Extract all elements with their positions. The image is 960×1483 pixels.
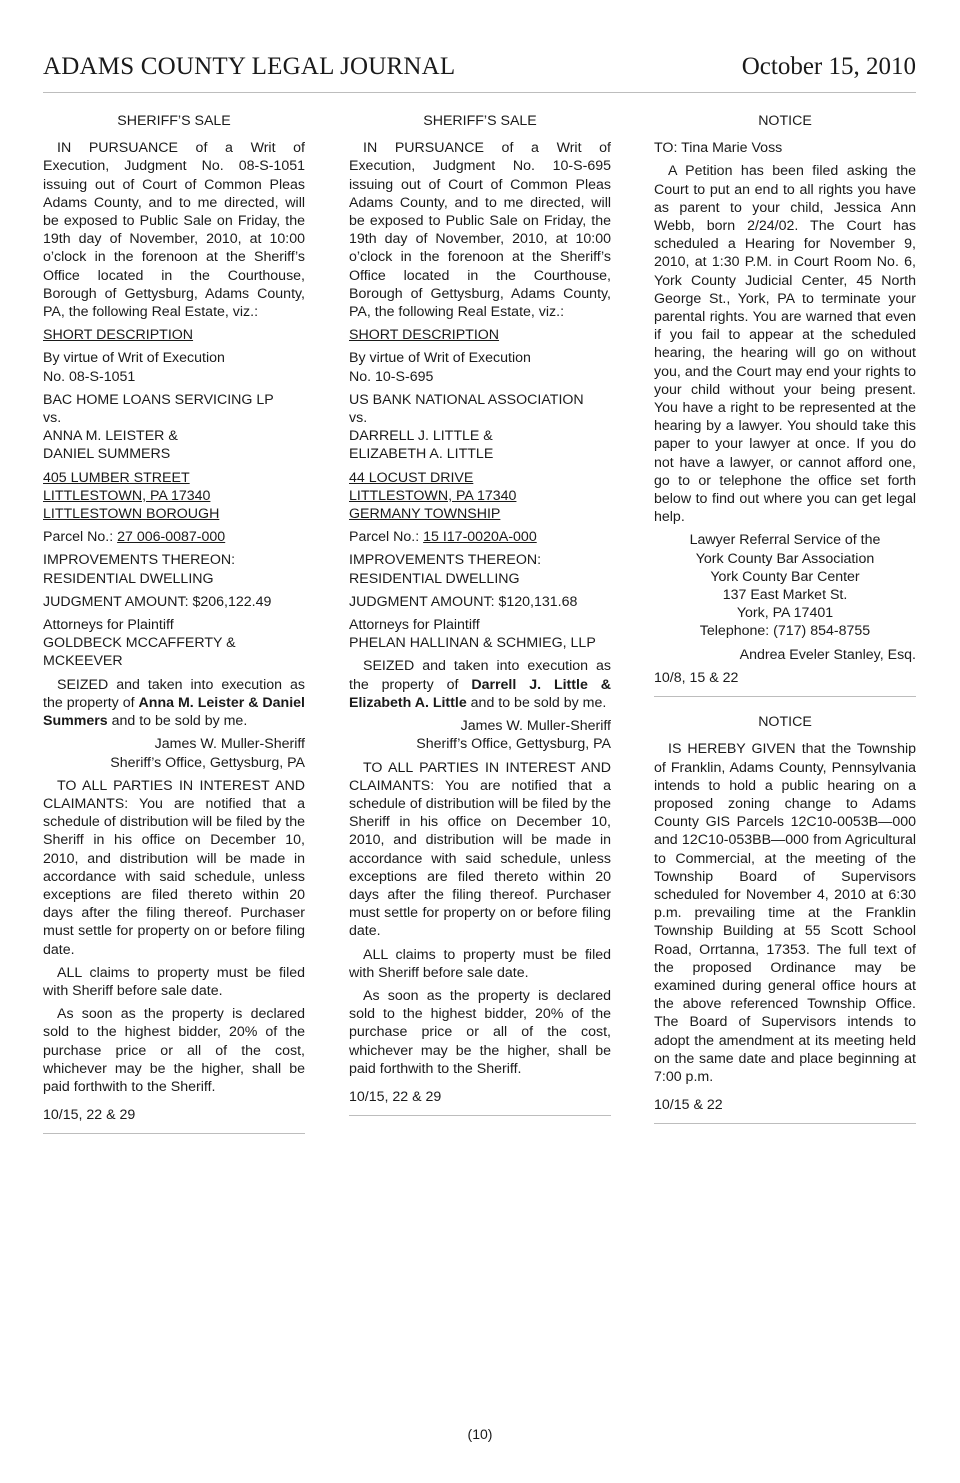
petition-text: A Petition has been filed asking the Court to put an end to all rights you have as parent to your child, Jessica Ann Webb, born 2/24/02. The Court has scheduled a Hearing for November 9, 2010, at 1:30 P.M. in Court Room No. 6, York County Judicial Center, 45 North George St., York, PA to terminate your parental rights. You are warned that even if you fail to appear at the scheduled hearing, the hearing will go on without you, and the Court may end your rights to your child without your being present. You have a right to be represented at the hearing by a lawyer. You should take this paper to your lawyer at once. If you do not have a lawyer, or cannot afford one, go to or telephone the office set forth below to find out where you can get legal help. [654, 163, 916, 526]
publication-dates: 10/15 & 22 [654, 1097, 723, 1114]
judgment-amount: JUDGMENT AMOUNT: $206,122.49 [43, 593, 272, 610]
divider [654, 696, 916, 697]
writ-block: By virtue of Writ of Execution No. 08-S-1051 [43, 350, 225, 385]
claims-statement: ALL claims to property must be filed with Sheriff before sale date. [43, 964, 305, 999]
notice-heading: NOTICE [758, 113, 812, 129]
seized-statement: SEIZED and taken into execution as the property of Anna M. Leister & Daniel Summers and to be sold by me. [43, 676, 305, 730]
divider [43, 1133, 305, 1134]
parties-block: US BANK NATIONAL ASSOCIATION vs. DARRELL J. LITTLE & ELIZABETH A. LITTLE [349, 391, 584, 463]
zoning-notice-text: IS HEREBY GIVEN that the Township of Franklin, Adams County, Pennsylvania intends to hold a public hearing on a proposed zoning change to Adams County GIS Parcels 12C10-0053B—000 and 12C10-053BB—000 from Agricultural to Commercial, at the meeting of the Township Board of Supervisors scheduled for November 4, 2010 at 6:30 p.m. prevailing time at the Franklin Township Building at 55 Scott School Road, Orrtanna, 17353. The full text of the proposed Ordinance may be examined during general office hours at the above referenced Township Office. The Board of Supervisors intends to adopt the amendment at its meeting held on the same date and place beginning at 7:00 p.m. [654, 741, 916, 1085]
sale-intro: IN PURSUANCE of a Writ of Execution, Judgment No. 08-S-1051 issuing out of Court of Common Pleas Adams County, and to me directed, will be exposed to Public Sale on Friday, the 19th day of November, 2010, at 10:00 o’clock in the forenoon at the Sheriff’s Office located in the Courthouse, Borough of Gettysburg, Adams County, PA, the following Real Estate, viz.: [43, 140, 305, 321]
property-address: 405 LUMBER STREET LITTLESTOWN, PA 17340 LITTLESTOWN BOROUGH [43, 469, 220, 523]
notice-heading: SHERIFF’S SALE [117, 113, 231, 129]
masthead [43, 50, 916, 93]
attorneys: Attorneys for Plaintiff PHELAN HALLINAN & SCHMIEG, LLP [349, 617, 596, 652]
sheriff-sale-notice-2 [349, 112, 611, 1116]
parcel-number: Parcel No.: 15 I17-0020A-000 [349, 529, 537, 546]
notices-column [654, 112, 916, 1124]
sale-intro: IN PURSUANCE of a Writ of Execution, Judgment No. 10-S-695 issuing out of Court of Common Pleas Adams County, and to me directed, will be exposed to Public Sale on Friday, the 19th day of November, 2010, at 10:00 o’clock in the forenoon at the Sheriff’s Office located in the Courthouse, Borough of Gettysburg, Adams County, PA, the following Real Estate, viz.: [349, 140, 611, 321]
attorneys: Attorneys for Plaintiff GOLDBECK MCCAFFERTY & MCKEEVER [43, 617, 236, 670]
page-number: (10) [467, 1426, 493, 1442]
writ-block: By virtue of Writ of Execution No. 10-S-695 [349, 350, 531, 385]
notice-recipient: TO: Tina Marie Voss [654, 140, 783, 157]
payment-terms: As soon as the property is declared sold to the highest bidder, 20% of the purchase price or all of the cost, whichever may be the higher, shall be paid forthwith to the Sheriff. [43, 1006, 305, 1095]
short-description-label: SHORT DESCRIPTION [43, 327, 194, 344]
publication-dates: 10/15, 22 & 29 [43, 1107, 136, 1124]
notice-heading: SHERIFF’S SALE [423, 113, 537, 129]
property-address: 44 LOCUST DRIVE LITTLESTOWN, PA 17340 GERMANY TOWNSHIP [349, 469, 517, 523]
attorney-signature: Andrea Eveler Stanley, Esq. [739, 646, 916, 663]
lawyer-referral-block: Lawyer Referral Service of the York County Bar Association York County Bar Center 137 East Market St. York, PA 17401 Telephone: (717) 854-8755 [689, 532, 881, 640]
parties-in-interest: TO ALL PARTIES IN INTEREST AND CLAIMANTS: You are notified that a schedule of distribution will be filed by the Sheriff in his office on December 10, 2010, and distribution will be made in accordance with said schedule, unless exceptions are filed thereto within 20 days after the filing thereof. Purchaser must settle for property on or before filing date. [349, 759, 611, 940]
improvements: IMPROVEMENTS THEREON: RESIDENTIAL DWELLING [349, 552, 542, 587]
notice-heading: NOTICE [758, 714, 812, 731]
parcel-number: Parcel No.: 27 006-0087-000 [43, 529, 226, 546]
claims-statement: ALL claims to property must be filed with Sheriff before sale date. [349, 946, 611, 981]
divider [349, 1115, 611, 1116]
publication-dates: 10/8, 15 & 22 [654, 669, 739, 686]
short-description-label: SHORT DESCRIPTION [349, 327, 500, 344]
parties-block: BAC HOME LOANS SERVICING LP vs. ANNA M. LEISTER & DANIEL SUMMERS [43, 391, 274, 463]
issue-date: October 15, 2010 [741, 53, 916, 80]
sheriff-signature: James W. Muller-Sheriff Sheriff’s Office, Gettysburg, PA [110, 736, 305, 771]
improvements: IMPROVEMENTS THEREON: RESIDENTIAL DWELLING [43, 552, 236, 587]
sheriff-signature: James W. Muller-Sheriff Sheriff’s Office, Gettysburg, PA [416, 718, 611, 753]
seized-statement: SEIZED and taken into execution as the property of Darrell J. Little & Elizabeth A. Little and to be sold by me. [349, 658, 611, 711]
journal-title: ADAMS COUNTY LEGAL JOURNAL [43, 53, 456, 80]
parties-in-interest: TO ALL PARTIES IN INTEREST AND CLAIMANTS: You are notified that a schedule of distribution will be filed by the Sheriff in his office on December 10, 2010, and distribution will be made in accordance with said schedule, unless exceptions are filed thereto within 20 days after the filing thereof. Purchaser must settle for property on or before filing date. [43, 777, 305, 958]
judgment-amount: JUDGMENT AMOUNT: $120,131.68 [349, 593, 578, 610]
sheriff-sale-notice-1 [43, 112, 305, 1134]
publication-dates: 10/15, 22 & 29 [349, 1088, 442, 1105]
payment-terms: As soon as the property is declared sold to the highest bidder, 20% of the purchase price or all of the cost, whichever may be the higher, shall be paid forthwith to the Sheriff. [349, 987, 611, 1077]
divider [654, 1123, 916, 1124]
